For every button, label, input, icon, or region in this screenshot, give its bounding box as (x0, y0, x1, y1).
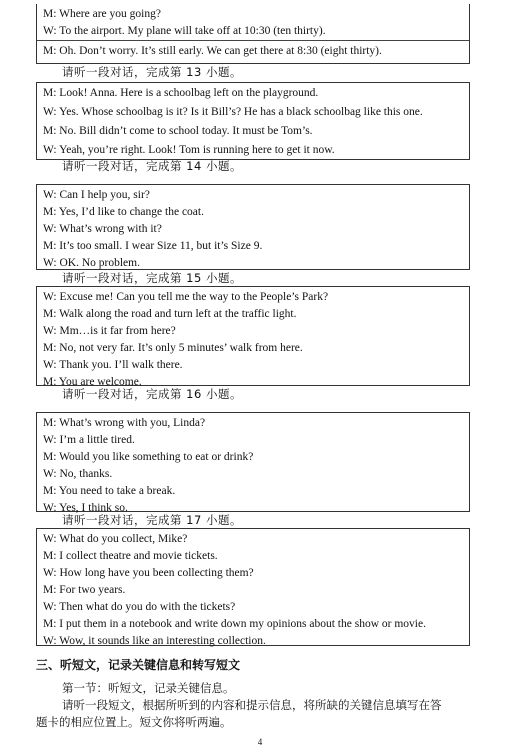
dialogue-line: W: OK. No problem. (43, 257, 140, 269)
dialogue-box-16 (36, 412, 470, 512)
dialogue-line: M: Where are you going? (43, 8, 161, 20)
dialogue-line: M: Would you like something to eat or drink? (43, 451, 254, 463)
dialogue-line: W: Yes. Whose schoolbag is it? Is it Bill’s? He has a black schoolbag like this one. (43, 106, 423, 118)
dialogue-line: W: What do you collect, Mike? (43, 533, 188, 545)
dialogue-box-13 (36, 82, 470, 160)
dialogue-line: W: What’s wrong with it? (43, 223, 162, 235)
dialogue-line: M: For two years. (43, 584, 126, 596)
instruction-13: 请听一段对话，完成第 13 小题。 (62, 65, 242, 79)
part-heading: 第一节：听短文，记录关键信息。 (62, 681, 235, 695)
dialogue-line: M: What’s wrong with you, Linda? (43, 417, 206, 429)
dialogue-box-14 (36, 184, 470, 270)
dialogue-line: W: Excuse me! Can you tell me the way to the People’s Park? (43, 291, 329, 303)
dialogue-line: W: To the airport. My plane will take off at 10:30 (ten thirty). (43, 25, 326, 37)
section-heading: 三、听短文，记录关键信息和转写短文 (36, 658, 241, 672)
dialogue-box-12 (36, 4, 470, 64)
dialogue-line: W: How long have you been collecting them? (43, 567, 254, 579)
instruction-14: 请听一段对话，完成第 14 小题。 (62, 159, 242, 173)
dialogue-line: M: You are welcome. (43, 376, 142, 388)
dialogue-line: W: Then what do you do with the tickets? (43, 601, 236, 613)
instruction-line: 请听一段短文，根据所听到的内容和提示信息，将所缺的关键信息填写在答 (62, 698, 442, 712)
dialogue-line: M: Oh. Don’t worry. It’s still early. We can get there at 8:30 (eight thirty). (43, 45, 382, 57)
dialogue-line: W: Thank you. I’ll walk there. (43, 359, 183, 371)
page-number: 4 (257, 737, 263, 747)
instruction-16: 请听一段对话，完成第 16 小题。 (62, 387, 242, 401)
dialogue-line: W: I’m a little tired. (43, 434, 135, 446)
dialogue-line: M: I put them in a notebook and write down my opinions about the show or movie. (43, 618, 426, 630)
instruction-15: 请听一段对话，完成第 15 小题。 (62, 271, 242, 285)
dialogue-line: M: No. Bill didn’t come to school today. It must be Tom’s. (43, 125, 313, 137)
instruction-line: 题卡的相应位置上。短文你将听两遍。 (36, 715, 232, 729)
instruction-17: 请听一段对话，完成第 17 小题。 (62, 513, 242, 527)
dialogue-line: M: Walk along the road and turn left at the traffic light. (43, 308, 297, 320)
dialogue-box-15 (36, 286, 470, 386)
dialogue-line: W: Mm…is it far from here? (43, 325, 176, 337)
dialogue-line: M: Look! Anna. Here is a schoolbag left on the playground. (43, 87, 319, 99)
dialogue-line: W: Yeah, you’re right. Look! Tom is running here to get it now. (43, 144, 335, 156)
dialogue-line: M: I collect theatre and movie tickets. (43, 550, 218, 562)
dialogue-line: W: Can I help you, sir? (43, 189, 150, 201)
dialogue-box-17 (36, 528, 470, 646)
dialogue-line: M: Yes, I’d like to change the coat. (43, 206, 204, 218)
dialogue-line: M: You need to take a break. (43, 485, 176, 497)
dialogue-line: W: No, thanks. (43, 468, 113, 480)
dialogue-line: M: No, not very far. It’s only 5 minutes’ walk from here. (43, 342, 303, 354)
dialogue-line: W: Yes, I think so. (43, 502, 128, 514)
dialogue-line: W: Wow, it sounds like an interesting collection. (43, 635, 266, 647)
dialogue-line: M: It’s too small. I wear Size 11, but it’s Size 9. (43, 240, 263, 252)
instruction-text (36, 697, 484, 731)
divider (37, 40, 469, 41)
